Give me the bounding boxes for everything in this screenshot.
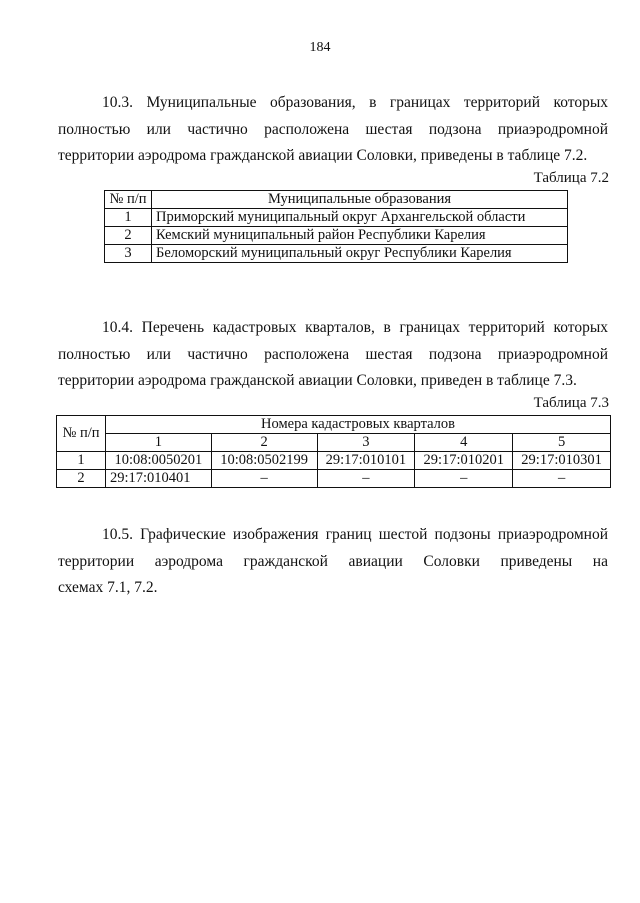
cadastral-quarter-cell: 29:17:010301 (513, 452, 611, 470)
table-row (105, 227, 568, 245)
table-subheader-row (57, 434, 611, 452)
section-10-5-text-last: схемах 7.1, 7.2. (58, 579, 158, 596)
section-10-4-paragraph: 10.4. Перечень кадастровых кварталов, в границах территорий которых полностью или частично расположена шестая подзона приаэродромной территории аэродрома гражданской авиации Соловки, приведен в таблице 7.3. (58, 319, 608, 389)
table-row (105, 245, 568, 263)
table-7-3-caption: Таблица 7.3 (533, 395, 609, 411)
table-row (57, 470, 611, 488)
column-number-cell: 3 (317, 434, 415, 452)
section-10-5-paragraph (58, 522, 608, 602)
column-number-cell: 1 (106, 434, 212, 452)
empty-dash-cell: – (513, 470, 611, 488)
cadastral-quarter-cell: 10:08:0050201 (106, 452, 212, 470)
empty-dash-cell: – (317, 470, 415, 488)
cadastral-quarter-cell: 29:17:010101 (317, 452, 415, 470)
page-number: 184 (309, 40, 331, 55)
cadastral-quarter-cell: 29:17:010201 (415, 452, 513, 470)
cadastral-quarter-cell: 10:08:0502199 (211, 452, 317, 470)
municipality-cell: Кемский муниципальный район Республики Карелия (152, 227, 568, 245)
table-row (57, 452, 611, 470)
row-number-cell: 3 (105, 245, 152, 263)
header-name-cell: Муниципальные образования (152, 191, 568, 209)
table-row (105, 209, 568, 227)
column-number-cell: 5 (513, 434, 611, 452)
table-7-2 (104, 190, 568, 263)
column-number-cell: 2 (211, 434, 317, 452)
header-number-cell: № п/п (105, 191, 152, 209)
empty-dash-cell: – (415, 470, 513, 488)
section-10-3-paragraph: 10.3. Муниципальные образования, в границах территорий которых полностью или частично расположена шестая подзона приаэродромной территории аэродрома гражданской авиации Соловки, приведены в таблице 7.2. (58, 94, 608, 164)
table-7-3 (56, 415, 611, 488)
cadastral-quarter-cell: 29:17:010401 (106, 470, 212, 488)
table-7-2-caption: Таблица 7.2 (533, 170, 609, 186)
section-10-5-text-main: 10.5. Графические изображения границ шестой подзоны приаэродромной территории аэродрома гражданской авиации Соловки приведены на (58, 526, 608, 570)
municipality-cell: Беломорский муниципальный округ Республики Карелия (152, 245, 568, 263)
municipality-cell: Приморский муниципальный округ Архангельской области (152, 209, 568, 227)
header-group-cell: Номера кадастровых кварталов (106, 416, 611, 434)
row-number-cell: 2 (105, 227, 152, 245)
row-number-cell: 2 (57, 470, 106, 488)
table-header-row (57, 416, 611, 434)
empty-dash-cell: – (211, 470, 317, 488)
row-number-cell: 1 (57, 452, 106, 470)
header-number-cell: № п/п (57, 416, 106, 452)
row-number-cell: 1 (105, 209, 152, 227)
column-number-cell: 4 (415, 434, 513, 452)
table-header-row (105, 191, 568, 209)
